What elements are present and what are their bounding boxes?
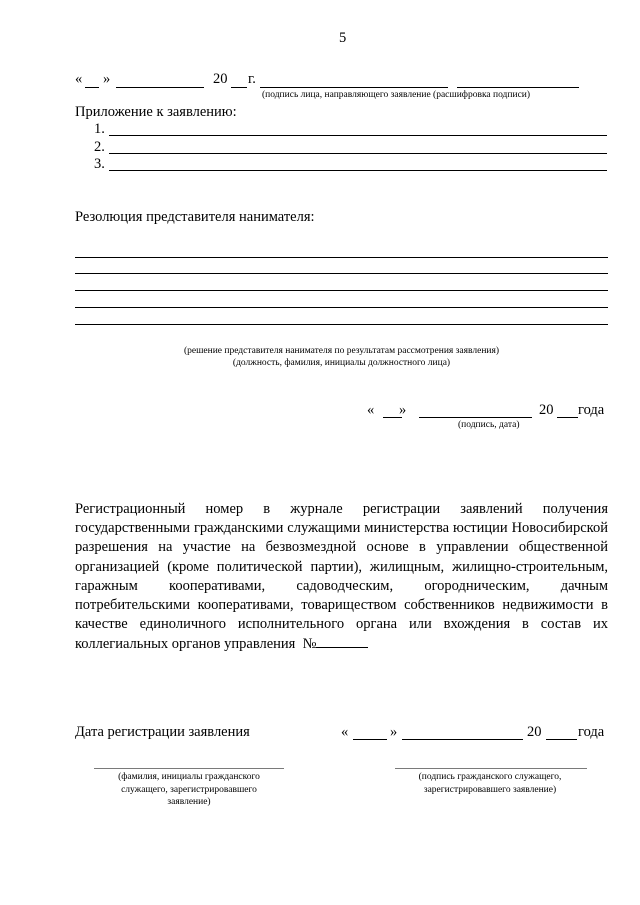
registration-number-label: № [302,636,317,653]
day-blank [353,739,387,740]
year-suffix: года [578,402,605,418]
date-close-quote: » [103,71,111,87]
resolution-line [75,307,608,308]
right-caption: (подпись гражданского служащего, зарегистрировавшего заявление) [418,772,562,795]
attachment-item-number: 3. [94,156,105,172]
date-open-quote: « [367,402,375,418]
signature-date-blank [419,417,532,418]
resolution-line [75,257,608,258]
sign-date-caption: (подпись, дата) [458,420,520,430]
year-blank [546,739,577,740]
page-number: 5 [339,30,347,46]
resolution-caption-decision: (решение представителя нанимателя по результатам рассмотрения заявления) [183,346,500,356]
registration-paragraph [75,500,608,655]
resolution-line [75,290,608,291]
right-signature-line [395,768,587,769]
resolution-title: Резолюция представителя нанимателя: [75,209,315,225]
date-close-quote: » [390,724,398,740]
resolution-line [75,324,608,325]
signature-blank [260,87,448,88]
date-close-quote: » [399,402,407,418]
attachment-item-line [109,135,607,136]
resolution-line [75,273,608,274]
attachment-item-number: 1. [94,121,105,137]
attachment-title: Приложение к заявлению: [75,104,237,120]
year-prefix: 20 [527,724,542,740]
date-open-quote: « [341,724,349,740]
year-suffix: г. [248,71,256,87]
attachment-item-number: 2. [94,139,105,155]
year-blank [557,417,578,418]
month-blank [116,87,204,88]
resolution-caption-official: (должность, фамилия, инициалы должностного лица) [232,358,451,368]
decoding-blank [457,87,579,88]
registration-text: Регистрационный номер в журнале регистрации заявлений получения государственными гражданскими служащими министерства юстиции Новосибирской разрешения на участие на безвозмездной основе в управлении общественной организацией (кроме политической партии), жилищным, жилищно-строительным, гаражным кооперативами, садоводческим, огородническим, дачным потребительскими кооперативами, товариществом собственников недвижимости в качестве единоличного исполнительного органа или вхождения в состав их коллегиальных органов управления [75,501,608,653]
registration-date-label: Дата регистрации заявления [75,724,250,740]
month-blank [402,739,523,740]
attachment-item-line [109,153,607,154]
left-caption: (фамилия, инициалы гражданского служащего, зарегистрировавшего заявление) [118,772,260,807]
year-suffix: года [578,724,605,740]
left-signature-line [94,768,284,769]
attachment-item-line [109,170,607,171]
year-prefix: 20 [213,71,228,87]
date-open-quote: « [75,71,83,87]
day-blank [85,87,99,88]
registration-number-blank [316,634,368,648]
year-prefix: 20 [539,402,554,418]
year-blank [231,87,247,88]
header-caption: (подпись лица, направляющего заявление (расшифровка подписи) [262,90,531,100]
